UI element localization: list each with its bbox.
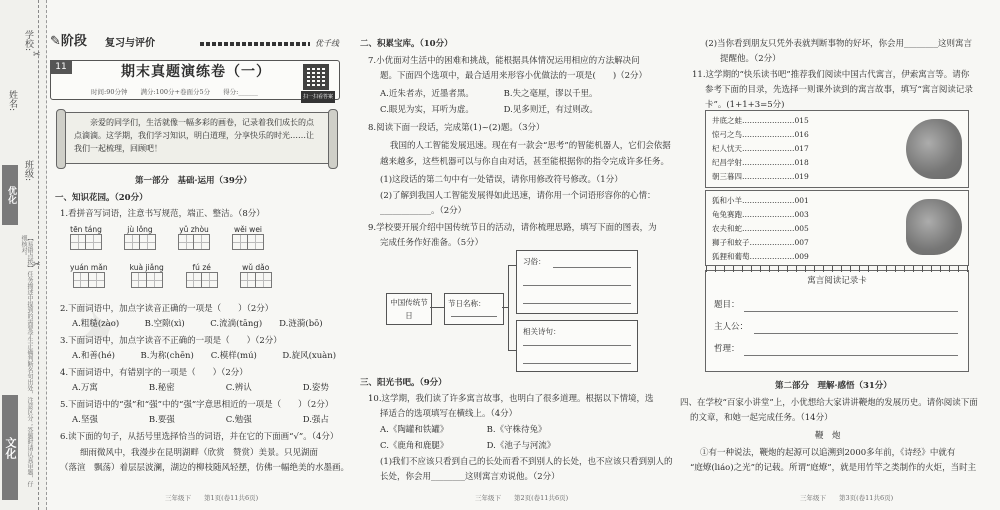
page-footer: 三年级下 第3页(卷11共6页) (800, 494, 894, 502)
answer-cell[interactable] (89, 272, 105, 288)
record-hero-label: 主人公： (714, 322, 749, 332)
logo: ✎阶段 (50, 34, 87, 49)
question-8-sub-1: (1)这段话的第二句中有一处错误，请你用修改符号修改。（1分） (380, 175, 623, 185)
toc-item: 杞人忧天…………………017 (712, 144, 809, 153)
answer-cell[interactable] (147, 272, 163, 288)
customs-label: 习俗： (523, 257, 546, 266)
festival-root-label: 中国传统节日 (390, 298, 428, 320)
brand-label: 优千线 (315, 39, 339, 48)
section4-cont: 的文章，和她一起完成任务。（14分） (690, 413, 833, 423)
record-title-line[interactable] (744, 311, 958, 312)
poem-box[interactable] (516, 320, 638, 372)
answer-cell[interactable] (232, 234, 248, 250)
qr-caption: 扫一扫看答案 (301, 91, 335, 103)
toc-item: 井底之蛙…………………015 (712, 116, 809, 125)
pinyin-label: wǔ dǎo (242, 263, 270, 272)
fable-illustration (906, 119, 962, 179)
essay-title: 鞭 炮 (815, 431, 841, 441)
question-10-cont: 择适合的选项填写在横线上。（4分） (380, 409, 518, 419)
culture-badge: 文化 (2, 395, 18, 500)
record-moral-line[interactable] (744, 355, 958, 356)
scissor-icon: ✂ (33, 50, 41, 60)
toc-item: 狐狸和葡萄………………009 (712, 252, 809, 261)
question-3: 3.下面词语中，加点字读音不正确的一项是（ ）（2分） (60, 336, 282, 346)
connector (508, 265, 509, 350)
pinyin-row-2 (70, 262, 272, 288)
question-3-options[interactable]: A.和善(hé) B.为称(chēn) C.模样(mú) D.旋风(xuàn) (72, 351, 337, 361)
question-2: 2.下面词语中，加点字读音正确的一项是（ ）（2分） (60, 304, 274, 314)
festival-name-label: 节日名称： (448, 299, 486, 308)
festival-name-line[interactable] (451, 316, 497, 317)
pinyin-label: fú zé (192, 263, 211, 272)
chinese-fables-toc (705, 110, 969, 188)
pinyin-label: yǔ zhòu (179, 225, 209, 234)
question-7: 7.小优面对生活中的困难和挑战，能根据具体情况运用相应的方法解决问 (368, 56, 640, 66)
page-header (50, 36, 340, 52)
intro-scroll (65, 112, 329, 164)
part1-heading: 第一部分 基础·运用（39分） (135, 176, 252, 186)
paper-number: 11 (50, 60, 72, 74)
poem-line[interactable] (523, 345, 631, 346)
question-10: 10.这学期，我们读了许多寓言故事，也明白了很多道理。根据以下情境，选 (368, 394, 654, 404)
question-8: 8.阅读下面一段话，完成第(1)~(2)题。（3分） (368, 123, 545, 133)
cut-line (38, 0, 39, 510)
poem-line[interactable] (523, 363, 631, 364)
toc-item: 狮子和蚊子………………007 (712, 238, 809, 247)
question-1: 1.看拼音写词语，注意书写规范，端正、整洁。（8分） (60, 209, 265, 219)
answer-cell[interactable] (194, 234, 210, 250)
festival-name-box[interactable] (444, 293, 504, 325)
page-1 (50, 0, 350, 510)
question-11-cont-2: 卡”。(1+1+3=5分) (705, 100, 785, 110)
toc-item: 狐和小羊…………………001 (712, 196, 809, 205)
question-10-options-2[interactable]: C.《鹿角和鹿腿》 D.《池子与河流》 (380, 441, 556, 451)
question-6: 6.读下面的句子，从括号里选择恰当的词语，并在它的下面画“√”。（4分） (60, 432, 339, 442)
question-9-cont: 完成任务作好准备。（5分） (380, 238, 484, 248)
question-7-options-1[interactable]: A.近朱者赤，近墨者黑。 B.失之毫厘，谬以千里。 (380, 89, 598, 99)
name-label: 姓名: (7, 90, 17, 112)
pinyin-label: jù lǒng (127, 225, 153, 234)
intro-text: 亲爱的同学们，生活就像一幅多彩的画卷，记录着我们成长的点点滴滴。这学期，我们学习知识，明白道理，分享快乐的时光……让我们一起梳理，回顾吧！ (74, 118, 314, 153)
section1-heading: 一、知识花园。（20分） (55, 193, 148, 203)
section3-heading: 三、阳光书吧。（9分） (360, 378, 447, 388)
question-9: 9.学校要开展介绍中国传统节日的活动，请你梳理思路，填写下面的图表，为 (368, 223, 657, 233)
question-10-options-1[interactable]: A.《陶罐和铁罐》 B.《守株待兔》 (380, 425, 547, 435)
fable-illustration (906, 199, 962, 255)
question-5: 5.下面词语中的“强”和“强”中的“强”字意思相近的一项是（ ）（2分） (60, 400, 334, 410)
pinyin-row-1 (70, 224, 264, 250)
page-3 (680, 0, 990, 510)
essay-paragraph-1: ①有一种说法，鞭炮的起源可以追溯到2000多年前，《诗经》中就有 (700, 448, 956, 458)
connector (508, 265, 516, 266)
answer-cell[interactable] (73, 272, 89, 288)
poem-label: 相关诗句： (523, 327, 561, 336)
page-2 (360, 0, 673, 510)
question-11: 11.这学期的“快乐读书吧”推荐我们阅读中国古代寓言，伊索寓言等。请你 (692, 70, 970, 80)
pinyin-label: wěi wei (233, 225, 263, 234)
answer-cell[interactable] (86, 234, 102, 250)
pinyin-label: kuà jiǎng (129, 263, 164, 272)
title-box (50, 60, 340, 100)
card-binding (706, 266, 968, 272)
answer-cell[interactable] (178, 234, 194, 250)
scissor-icon: ✂ (33, 260, 41, 270)
connector (508, 350, 516, 351)
qr-code-icon[interactable] (303, 64, 329, 90)
binding-strip (0, 0, 47, 510)
question-8-answer-line[interactable]: ____________。（2分） (380, 206, 467, 216)
exam-meta: 时间:90分钟 满分:100分+卷面分5分 得分:______ (91, 88, 258, 96)
aesop-fables-toc (705, 190, 969, 266)
pinyin-label: tēn táng (70, 225, 102, 234)
answer-cell[interactable] (240, 272, 256, 288)
pinyin-label: yuán mǎn (70, 263, 108, 272)
answer-cell[interactable] (140, 234, 156, 250)
connector (430, 307, 444, 308)
page-footer: 三年级下 第2页(卷11共6页) (475, 494, 569, 502)
page-footer: 三年级下 第1页(卷11共6页) (165, 494, 259, 502)
answer-cell[interactable] (202, 272, 218, 288)
question-4: 4.下面词语中，有错别字的一项是（ ）（2分） (60, 368, 248, 378)
question-5-options[interactable]: A.坚强 B.要强 C.勉强 D.强占 (72, 415, 329, 425)
watermark: ✦ (69, 293, 133, 366)
side-notes: 【易错点拨】任务描述中提到的需要学生正确判断名句出处，注意区分；答题时请认真审题，仔细核对。 (20, 235, 33, 487)
customs-line[interactable] (523, 285, 631, 286)
toc-item: 农夫和蛇…………………005 (712, 224, 809, 233)
section2-heading: 二、积累宝库。（10分） (360, 39, 453, 49)
question-6-sentence-1[interactable]: 细雨微风中，我漫步在昆明湖畔（欣赏 赞赏）美景。只见湖面 (80, 448, 319, 458)
header-bar (200, 42, 310, 46)
festival-root-box (386, 293, 432, 325)
toc-item: 朝三暮四…………………019 (712, 172, 809, 181)
header-subtitle: 复习与评价 (105, 38, 155, 49)
essay-paragraph-1-cont: “庭燎(liáo)之光”的记载。所谓“庭燎”，就是用竹竿之类制作的火炬，当时主 (690, 463, 977, 473)
question-2-options[interactable]: A.粗糙(zào) B.空隙(xì) C.流淌(tāng) D.涟漪(bō) (72, 319, 323, 329)
record-moral-label: 哲理： (714, 344, 740, 354)
class-label: 班级: (23, 160, 33, 182)
fable-record-card (705, 270, 969, 372)
question-8-sub-2: (2)了解到我国人工智能发展得如此迅速，请你用一个词语形容你的心情： (380, 191, 656, 201)
page-title: 期末真题演练卷（一） (121, 64, 271, 80)
answer-cell[interactable] (131, 272, 147, 288)
question-10-sub-2-cont: 提醒他。（2分） (720, 54, 781, 64)
record-title-label: 题目： (714, 300, 740, 310)
question-10-sub-1-cont[interactable]: 长处，你会用________这则寓言劝说他。（2分） (380, 472, 560, 482)
question-8-passage-2: 越来越多，这些机器可以与你自由对话，甚至能根据你的指令完成许多任务。 (380, 157, 670, 167)
question-11-cont: 参考下面的目录，先选择一则课外读到的寓言故事，填写“寓言阅读记录 (705, 85, 973, 95)
culture-badge-top: 优化 (2, 165, 18, 225)
question-8-passage-1: 我国的人工智能发展迅速。现在有一款会“思考”的智能机器人，它们会依据 (390, 141, 671, 151)
toc-item: 龟兔赛跑…………………003 (712, 210, 809, 219)
answer-cell[interactable] (70, 234, 86, 250)
toc-item: 惊弓之鸟…………………016 (712, 130, 809, 139)
school-label: 学校: (23, 30, 33, 52)
question-4-options[interactable]: A.万寓 B.秘密 C.辨认 D.姿势 (72, 383, 329, 393)
question-10-sub-2[interactable]: (2)当你看到朋友只凭外表就判断事物的好坏，你会用________这则寓言 (705, 39, 973, 49)
toc-item: 纪昌学射…………………018 (712, 158, 809, 167)
answer-cell[interactable] (186, 272, 202, 288)
answer-cell[interactable] (124, 234, 140, 250)
customs-line[interactable] (553, 267, 631, 268)
question-6-sentence-2[interactable]: （落渲 飘荡）着层层波澜，湖边的柳枝随风轻摆，仿佛一幅绝美的水墨画。 (60, 463, 350, 473)
record-card-title: 寓言阅读记录卡 (807, 276, 867, 286)
answer-cell[interactable] (256, 272, 272, 288)
answer-cell[interactable] (248, 234, 264, 250)
question-10-sub-1: (1)我们不应该只看到自己的长处而看不到别人的长处，也不应该只看到别人的 (380, 457, 673, 467)
part2-heading: 第二部分 理解·感悟（31分） (775, 381, 892, 391)
customs-box[interactable] (516, 250, 638, 314)
section4-heading: 四、在学校“百家小讲堂”上，小优想给大家讲讲鞭炮的发展历史。请你阅读下面 (680, 398, 978, 408)
question-7-options-2[interactable]: C.眼见为实，耳听为虚。 D.见多则迁，有过则改。 (380, 105, 598, 115)
question-7-cont: 题。下面四个选项中，最合适用来形容小优做法的一项是( )（2分） (380, 71, 648, 81)
customs-line[interactable] (523, 303, 631, 304)
record-hero-line[interactable] (754, 333, 958, 334)
